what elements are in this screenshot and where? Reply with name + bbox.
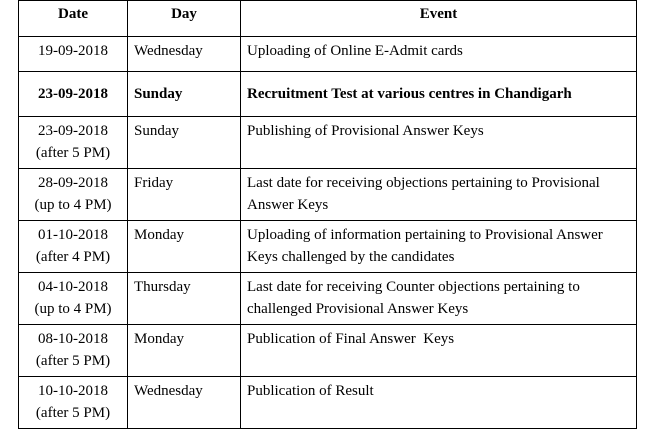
date-value: 04-10-2018 (38, 279, 108, 295)
event-cell (241, 221, 637, 273)
date-cell (19, 377, 128, 429)
event-text: Recruitment Test at various centres in Chandigarh (247, 86, 572, 102)
date-cell (19, 72, 128, 117)
event-cell (241, 273, 637, 325)
table-row (19, 221, 637, 273)
date-value: 01-10-2018 (38, 227, 108, 243)
table-row (19, 117, 637, 169)
date-note: (up to 4 PM) (34, 301, 112, 317)
date-note: (after 5 PM) (35, 405, 111, 421)
event-text: Publishing of Provisional Answer Keys (247, 123, 484, 139)
event-text: Uploading of Online E-Admit cards (247, 43, 463, 59)
table-row (19, 325, 637, 377)
date-value: 23-09-2018 (38, 123, 108, 139)
day-cell: Friday (128, 169, 241, 221)
table-row (19, 37, 637, 72)
event-text: Uploading of information pertaining to Provisional Answer Keys challenged by the candidates (247, 227, 603, 265)
event-text: Publication of Result (247, 383, 374, 399)
date-cell (19, 37, 128, 72)
date-value: 10-10-2018 (38, 383, 108, 399)
date-note: (up to 4 PM) (34, 197, 112, 213)
table-row (19, 377, 637, 429)
date-cell (19, 117, 128, 169)
event-cell (241, 117, 637, 169)
date-value: 19-09-2018 (38, 43, 108, 59)
date-cell (19, 169, 128, 221)
event-cell (241, 169, 637, 221)
day-cell: Sunday (128, 117, 241, 169)
day-cell: Wednesday (128, 37, 241, 72)
table-header-row (19, 1, 637, 37)
table-row (19, 273, 637, 325)
date-note: (after 5 PM) (35, 145, 111, 161)
date-note: (after 4 PM) (35, 249, 111, 265)
date-cell (19, 325, 128, 377)
event-cell (241, 72, 637, 117)
date-value: 28-09-2018 (38, 175, 108, 191)
header-date: Date (19, 1, 128, 37)
header-day: Day (128, 1, 241, 37)
event-cell (241, 325, 637, 377)
date-cell (19, 221, 128, 273)
event-text: Last date for receiving objections pertaining to Provisional Answer Keys (247, 175, 600, 213)
date-value: 08-10-2018 (38, 331, 108, 347)
event-text: Publication of Final Answer Keys (247, 331, 455, 347)
day-cell: Monday (128, 325, 241, 377)
date-value: 23-09-2018 (38, 86, 108, 102)
date-note: (after 5 PM) (35, 353, 111, 369)
schedule-table (18, 0, 637, 429)
date-cell (19, 273, 128, 325)
event-text: Last date for receiving Counter objections pertaining to challenged Provisional Answer Keys (247, 279, 580, 317)
day-cell: Wednesday (128, 377, 241, 429)
header-event: Event (241, 1, 637, 37)
day-cell: Thursday (128, 273, 241, 325)
day-cell: Monday (128, 221, 241, 273)
table-row (19, 169, 637, 221)
day-cell: Sunday (128, 72, 241, 117)
event-cell (241, 37, 637, 72)
event-cell (241, 377, 637, 429)
table-row (19, 72, 637, 117)
